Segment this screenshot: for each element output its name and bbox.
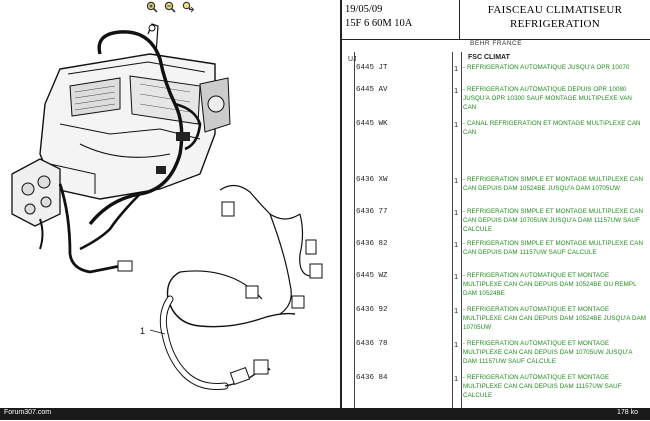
- uj-column-label: UJ: [348, 56, 357, 63]
- part-reference: 6445 WZ: [356, 272, 388, 280]
- part-description: - REFRIGERATION SIMPLE ET MONTAGE MULTIPLEXE CAN CAN DEPUIS DAM 10524BE JUSQU'A DAM 10705UW: [463, 176, 644, 192]
- part-reference: 6436 84: [356, 374, 388, 382]
- part-quantity: 1: [454, 86, 459, 95]
- part-reference: 6445 AV: [356, 86, 388, 94]
- title-line-2: REFRIGERATION: [509, 18, 601, 30]
- part-quantity: 1: [454, 176, 459, 185]
- part-reference: 6445 JT: [356, 64, 388, 72]
- viewer-toolbar: [0, 0, 340, 14]
- part-description: - REFRIGERATION AUTOMATIQUE ET MONTAGE MULTIPLEXE CAN CAN DEPUIS DAM 11157UW SAUF CALCULE: [463, 374, 622, 399]
- part-quantity: 1: [454, 120, 459, 129]
- header-date: 19/05/09: [345, 4, 383, 15]
- column-divider: [461, 52, 462, 408]
- parts-catalog-panel: [342, 0, 650, 408]
- part-reference: 6436 78: [356, 340, 388, 348]
- header-code: 15F 6 60M 10A: [345, 18, 413, 29]
- column-divider: [452, 52, 453, 408]
- wiring-harness-diagram: [0, 14, 340, 406]
- part-quantity: 1: [454, 340, 459, 349]
- part-description: - REFRIGERATION AUTOMATIQUE ET MONTAGE MULTIPLEXE CAN CAN DEPUIS DAM 10524BE OU REMPL DAM 10524BE: [463, 272, 637, 297]
- part-reference: 6445 WK: [356, 120, 388, 128]
- column-divider: [354, 52, 355, 408]
- part-reference: 6436 92: [356, 306, 388, 314]
- part-description: - REFRIGERATION SIMPLE ET MONTAGE MULTIPLEXE CAN CAN DEPUIS DAM 11157UW SAUF CALCULE: [463, 240, 644, 256]
- supplier-brand: BEHR FRANCE: [470, 40, 523, 47]
- svg-text:1: 1: [140, 326, 146, 336]
- part-quantity: 1: [454, 240, 459, 249]
- part-quantity: 1: [454, 374, 459, 383]
- zoom-in-icon[interactable]: [146, 1, 158, 13]
- header-title: [460, 0, 650, 40]
- file-size: 178 ko: [616, 409, 638, 416]
- title-line-1: FAISCEAU CLIMATISEUR: [487, 4, 623, 16]
- part-quantity: 1: [454, 306, 459, 315]
- part-reference: 6436 82: [356, 240, 388, 248]
- part-quantity: 1: [454, 208, 459, 217]
- zoom-out-icon[interactable]: [164, 1, 176, 13]
- status-bar: [0, 408, 650, 420]
- part-quantity: 1: [454, 64, 459, 73]
- part-description: - REFRIGERATION SIMPLE ET MONTAGE MULTIPLEXE CAN CAN DEPUIS DAM 10705UW JUSQU'A DAM 11157UW SAUF CALCULE: [463, 208, 644, 233]
- harness-illustration: [0, 14, 340, 406]
- part-description: - REFRIGERATION AUTOMATIQUE JUSQU'A OPR 10070: [463, 64, 630, 71]
- part-reference: 6436 XW: [356, 176, 388, 184]
- part-description: - REFRIGERATION AUTOMATIQUE ET MONTAGE MULTIPLEXE CAN CAN DEPUIS DAM 10705UW JUSQU'A DAM 11157UW SAUF CALCULE: [463, 340, 633, 365]
- part-quantity: 1: [454, 272, 459, 281]
- site-watermark: Forum307.com: [4, 409, 52, 416]
- part-description: - REFRIGERATION AUTOMATIQUE DEPUIS OPR 10080 JUSQU'A OPR 10300 SAUF MONTAGE MULTIPLEXE VAN CAN: [463, 86, 633, 111]
- pan-move-icon[interactable]: [182, 1, 194, 13]
- section-label: FSC CLIMAT: [468, 54, 510, 61]
- header-info: [342, 0, 460, 40]
- part-description: - CANAL REFRIGERATION ET MONTAGE MULTIPLEXE CAN CAN: [463, 120, 641, 136]
- part-reference: 6436 77: [356, 208, 388, 216]
- part-description: - REFRIGERATION AUTOMATIQUE ET MONTAGE MULTIPLEXE CAN CAN DEPUIS DAM 10524BE JUSQU'A DAM 10705UW: [463, 306, 647, 331]
